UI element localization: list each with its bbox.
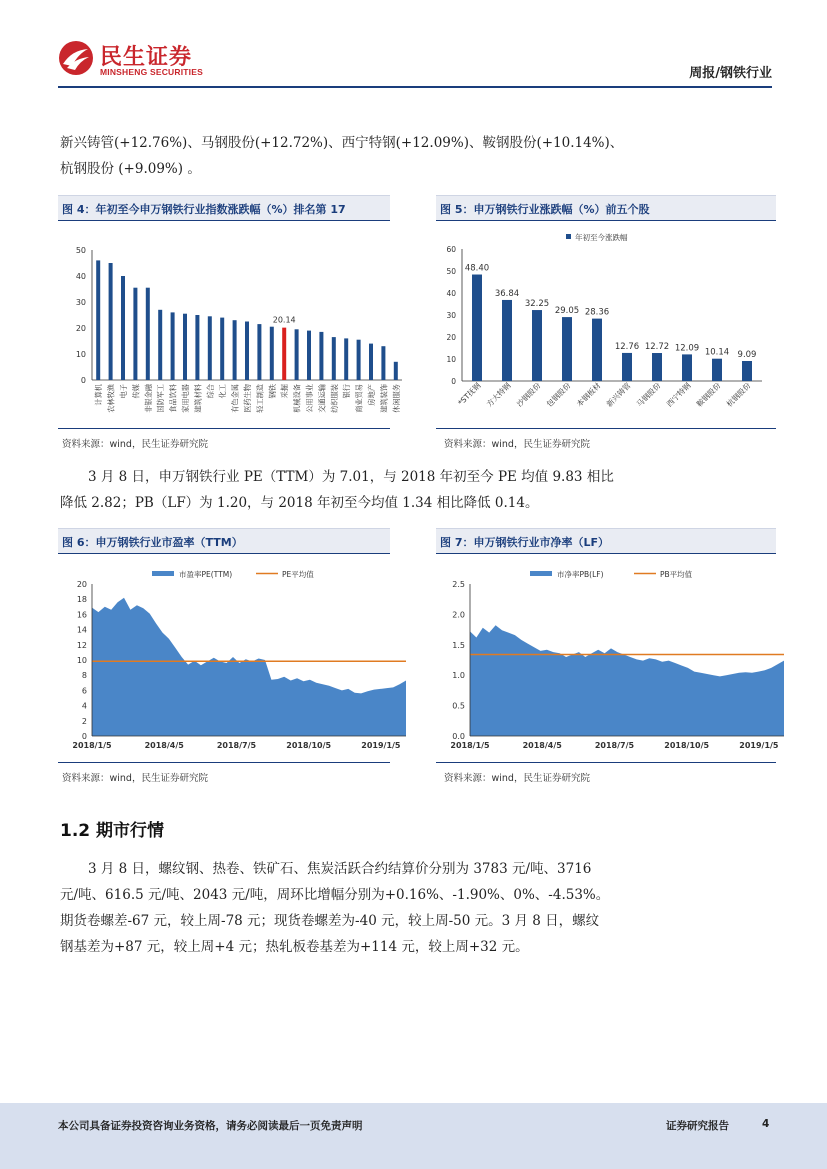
bar: [742, 361, 752, 381]
bar: [357, 340, 361, 380]
category-label: 轻工制造: [255, 384, 265, 413]
para-line: 降低 2.82；PB（LF）为 1.20，与 2018 年初至今均值 1.34 相比降低 0.14。: [60, 495, 539, 511]
bar: [220, 318, 224, 380]
y-tick-label: 0: [451, 377, 456, 386]
para-line: 3 月 8 日，螺纹钢、热卷、铁矿石、焦炭活跃合约结算价分别为 3783 元/吨、3716: [88, 861, 592, 877]
report-type-label: 周报/钢铁行业: [689, 66, 772, 81]
page-footer: [0, 1103, 827, 1169]
area-series: [470, 625, 784, 736]
bar-data-label: 12.76: [614, 341, 640, 352]
category-label: 采掘: [280, 384, 290, 399]
category-label: 西宁特钢: [664, 381, 693, 409]
category-label: 家用电器: [181, 384, 190, 413]
category-label: 计算机: [94, 384, 104, 406]
legend-area-label: 市盈率PE(TTM): [179, 570, 233, 579]
category-label: 交通运输: [317, 384, 327, 413]
fig7-source-rule: [436, 762, 776, 763]
fig4-title-bar: [58, 195, 390, 221]
category-label: 包钢股份: [544, 381, 573, 409]
intro-paragraph: [60, 130, 780, 182]
valuation-paragraph: [60, 464, 780, 516]
intro-line: 新兴铸管(+12.76%)、马钢股份(+12.72%)、西宁特钢(+12.09%)、鞍钢股份(+10.14%)、: [60, 135, 624, 151]
category-label: 鞍钢股份: [694, 381, 723, 409]
bar: [245, 322, 249, 381]
bar-data-label: 12.09: [674, 343, 700, 354]
y-tick-label: 50: [75, 246, 86, 255]
x-tick-label: 2018/4/5: [144, 741, 184, 750]
y-tick-label: 2: [81, 716, 87, 726]
futures-paragraph: [60, 856, 780, 960]
category-label: 电子: [119, 384, 128, 399]
y-tick-label: 20: [76, 580, 87, 589]
fig4-chart: [58, 232, 401, 432]
bar: [332, 337, 336, 380]
x-tick-label: 2019/1/5: [739, 741, 779, 750]
bar: [307, 331, 311, 380]
bar: [195, 315, 199, 380]
bar: [369, 344, 373, 380]
bar: [158, 310, 162, 380]
para-line: 3 月 8 日，申万钢铁行业 PE（TTM）为 7.01，与 2018 年初至今 PE 均值 9.83 相比: [88, 469, 614, 485]
bar: [712, 359, 722, 381]
y-tick-label: 10: [75, 350, 86, 359]
header-divider: [58, 86, 772, 88]
category-label: 休闲服务: [391, 384, 401, 413]
category-label: 杭钢股份: [724, 381, 753, 409]
y-tick-label: 30: [446, 311, 456, 320]
category-label: 医药生物: [243, 384, 252, 413]
category-label: 农林牧渔: [106, 384, 116, 413]
y-tick-label: 8: [81, 671, 87, 681]
fig5-source: 资料来源：wind，民生证券研究院: [444, 439, 590, 450]
x-tick-label: 2018/7/5: [216, 741, 257, 750]
category-label: 机械设备: [292, 384, 302, 413]
category-label: 新兴铸管: [604, 381, 633, 409]
category-label: 综合: [205, 384, 215, 399]
para-line: 钢基差为+87 元，较上周+4 元；热轧板卷基差为+114 元，较上周+32 元。: [60, 939, 529, 955]
category-label: 沙钢股份: [514, 381, 543, 409]
legend-line-label: PB平均值: [660, 570, 693, 579]
category-label: 有色金属: [230, 384, 240, 413]
y-tick-label: 1.0: [452, 671, 465, 681]
fig5-chart: [436, 225, 781, 430]
category-label: *ST抚钢: [456, 381, 483, 408]
bar: [381, 346, 385, 380]
category-label: 本钢板材: [574, 381, 603, 409]
bar: [96, 260, 100, 380]
footer-report-label: 证券研究报告: [666, 1120, 729, 1132]
bar: [652, 353, 662, 381]
fig7-chart: [436, 560, 781, 760]
y-tick-label: 1.5: [452, 640, 465, 650]
fig7-source: 资料来源：wind，民生证券研究院: [444, 773, 590, 784]
bar: [319, 332, 323, 380]
y-tick-label: 12: [76, 640, 87, 650]
category-label: 银行: [342, 384, 352, 399]
highlight-data-label: 20.14: [272, 315, 296, 325]
y-tick-label: 40: [75, 272, 86, 281]
page-header: [58, 38, 772, 88]
legend-area-swatch: [530, 571, 552, 576]
fig6-source-rule: [58, 762, 390, 763]
fig4-source-rule: [58, 428, 390, 429]
category-label: 纺织服装: [329, 384, 339, 413]
bar-data-label: 9.09: [737, 350, 757, 361]
bar-data-label: 28.36: [584, 307, 610, 318]
fig6-source: 资料来源：wind，民生证券研究院: [62, 773, 208, 784]
x-tick-label: 2019/1/5: [361, 741, 401, 750]
legend-label: 年初至今涨跌幅: [575, 233, 628, 242]
fig4-title: 图 4：年初至今申万钢铁行业指数涨跌幅（%）排名第 17: [62, 203, 346, 216]
legend-line-label: PE平均值: [282, 570, 314, 579]
fig5-title-bar: [436, 195, 776, 221]
y-tick-label: 14: [76, 625, 87, 635]
legend-area-label: 市净率PB(LF): [557, 570, 604, 579]
y-tick-label: 30: [75, 298, 86, 307]
category-label: 化工: [218, 384, 228, 399]
fig5-source-rule: [436, 428, 776, 429]
category-label: 国防军工: [156, 384, 166, 413]
y-tick-label: 10: [446, 355, 456, 364]
category-label: 房地产: [367, 384, 376, 406]
bar-data-label: 48.40: [464, 263, 490, 274]
category-label: 传媒: [131, 384, 141, 399]
category-label: 钢铁: [267, 384, 277, 399]
bar: [257, 324, 261, 380]
bar: [121, 276, 125, 380]
bar-data-label: 12.72: [644, 342, 670, 353]
bar-data-label: 32.25: [524, 299, 550, 310]
y-tick-label: 20: [75, 324, 86, 333]
fig7-title-bar: [436, 528, 776, 554]
bar: [233, 320, 237, 380]
bar: [133, 288, 137, 380]
fig5-title: 图 5：申万钢铁行业涨跌幅（%）前五个股: [440, 203, 650, 216]
logo-cn-text: 民生证券: [100, 45, 193, 70]
category-label: 建筑装饰: [379, 384, 389, 413]
bar: [109, 263, 113, 380]
footer-disclaimer: 本公司具备证券投资咨询业务资格，请务必阅读最后一页免责声明: [58, 1120, 363, 1132]
bar: [394, 362, 398, 380]
bar: [502, 300, 512, 381]
y-tick-label: 2.5: [452, 580, 465, 589]
fig4-source: 资料来源：wind，民生证券研究院: [62, 439, 208, 450]
bar-data-label: 29.05: [554, 306, 580, 317]
minsheng-logo-icon: [58, 40, 94, 76]
bar: [282, 328, 286, 380]
bar-data-label: 36.84: [494, 288, 520, 299]
bar: [472, 275, 482, 381]
x-tick-label: 2018/1/5: [72, 741, 112, 750]
y-tick-label: 18: [76, 595, 87, 605]
section-title: 1.2 期市行情: [60, 821, 165, 841]
category-label: 方大特钢: [484, 381, 513, 409]
bar: [622, 353, 632, 381]
y-tick-label: 40: [446, 289, 456, 298]
y-tick-label: 2.0: [452, 610, 465, 620]
bar: [532, 310, 542, 381]
category-label: 商业贸易: [354, 384, 364, 413]
y-tick-label: 0.5: [452, 701, 465, 711]
bar: [592, 319, 602, 381]
bar: [344, 338, 348, 380]
para-line: 元/吨、616.5 元/吨、2043 元/吨，周环比增幅分别为+0.16%、-1.90%、0%、-4.53%。: [60, 887, 610, 903]
x-tick-label: 2018/10/5: [664, 741, 710, 750]
y-tick-label: 4: [81, 701, 87, 711]
legend-area-swatch: [152, 571, 174, 576]
bar: [270, 327, 274, 380]
bar: [295, 329, 299, 380]
bar: [146, 288, 150, 380]
y-tick-label: 50: [446, 267, 456, 276]
category-label: 食品饮料: [168, 384, 178, 413]
bar: [682, 354, 692, 381]
area-series: [92, 598, 406, 736]
legend-swatch: [566, 234, 571, 239]
bar-data-label: 10.14: [704, 347, 730, 358]
y-tick-label: 20: [446, 333, 456, 342]
bar: [183, 314, 187, 380]
para-line: 期货卷螺差-67 元，较上周-78 元；现货卷螺差为-40 元，较上周-50 元。3 月 8 日，螺纹: [60, 913, 600, 929]
page-number: 4: [762, 1118, 770, 1130]
x-tick-label: 2018/10/5: [286, 741, 332, 750]
category-label: 非银金融: [143, 384, 153, 413]
fig6-title: 图 6：申万钢铁行业市盈率（TTM）: [62, 536, 243, 549]
x-tick-label: 2018/4/5: [522, 741, 562, 750]
bar: [208, 316, 212, 380]
x-tick-label: 2018/7/5: [594, 741, 635, 750]
logo-en-text: MINSHENG SECURITIES: [100, 67, 203, 77]
fig7-title: 图 7：申万钢铁行业市净率（LF）: [440, 536, 610, 549]
y-tick-label: 0: [80, 376, 86, 385]
x-tick-label: 2018/1/5: [450, 741, 490, 750]
category-label: 建筑材料: [193, 384, 203, 413]
y-tick-label: 0: [81, 732, 87, 741]
bar: [562, 317, 572, 381]
y-tick-label: 10: [76, 656, 87, 665]
fig6-title-bar: [58, 528, 390, 554]
y-tick-label: 0.0: [452, 732, 465, 741]
fig6-chart: [58, 560, 403, 760]
category-label: 公用事业: [305, 384, 314, 413]
y-tick-label: 6: [81, 686, 87, 696]
category-label: 马钢股份: [634, 381, 663, 409]
intro-line: 杭钢股份 (+9.09%) 。: [60, 161, 201, 177]
y-tick-label: 16: [76, 610, 87, 620]
y-tick-label: 60: [446, 245, 456, 254]
bar: [171, 312, 175, 380]
